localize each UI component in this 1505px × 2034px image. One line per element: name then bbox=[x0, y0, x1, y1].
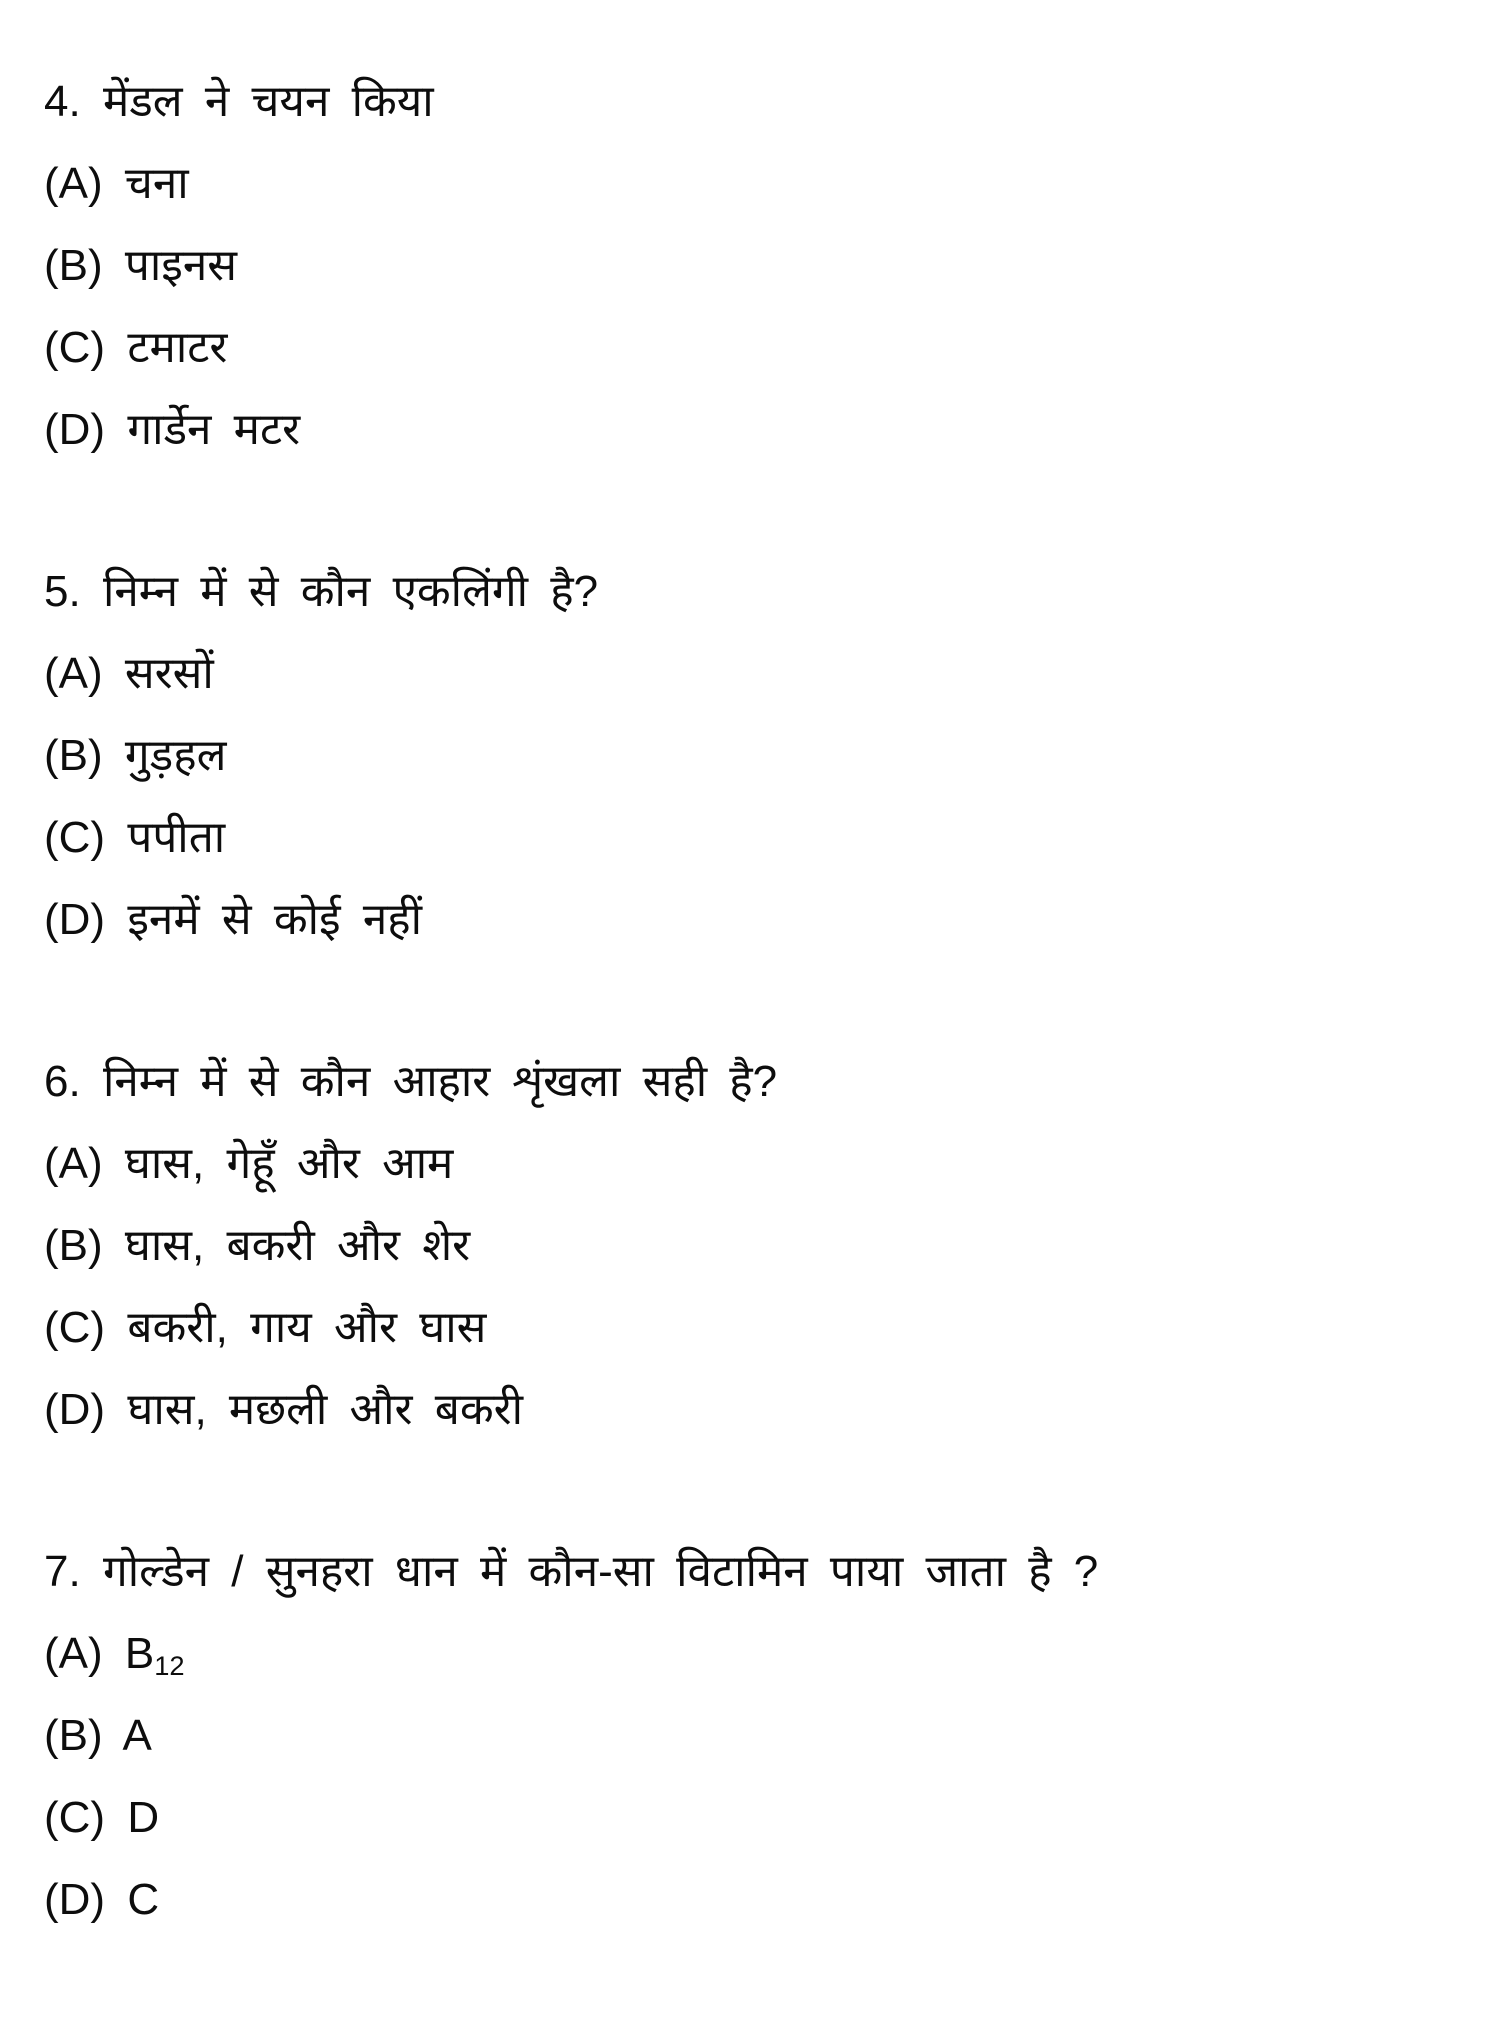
option-text: चना bbox=[124, 159, 189, 208]
option-text: D bbox=[127, 1793, 160, 1842]
option-text-subscript: 12 bbox=[154, 1649, 185, 1681]
question-line bbox=[44, 1531, 1505, 1613]
question-line bbox=[44, 1041, 1505, 1123]
option-label: (D) bbox=[44, 1385, 106, 1434]
option-text: टमाटर bbox=[127, 323, 228, 372]
option-label: (B) bbox=[44, 241, 103, 290]
option-row bbox=[44, 389, 1505, 471]
option-row bbox=[44, 633, 1505, 715]
option-text: घास, बकरी और शेर bbox=[124, 1221, 471, 1270]
option-row bbox=[44, 1695, 1505, 1777]
option-row bbox=[44, 307, 1505, 389]
option-row bbox=[44, 1369, 1505, 1451]
question-number: 5. bbox=[44, 567, 81, 616]
option-label: (A) bbox=[44, 159, 103, 208]
option-text: गुड़हल bbox=[124, 731, 227, 780]
option-row bbox=[44, 1205, 1505, 1287]
option-label: (B) bbox=[44, 731, 103, 780]
option-row bbox=[44, 1859, 1505, 1941]
option-row bbox=[44, 797, 1505, 879]
question-line bbox=[44, 551, 1505, 633]
option-label: (B) bbox=[44, 1711, 103, 1760]
option-text: A bbox=[122, 1711, 152, 1760]
question-text: निम्न में से कौन आहार शृंखला सही है? bbox=[102, 1057, 778, 1106]
option-text: इनमें से कोई नहीं bbox=[127, 895, 423, 944]
question-number: 7. bbox=[44, 1547, 81, 1596]
option-row bbox=[44, 1123, 1505, 1205]
option-text: बकरी, गाय और घास bbox=[127, 1303, 487, 1352]
option-label: (C) bbox=[44, 1793, 106, 1842]
option-row bbox=[44, 1777, 1505, 1859]
question-line bbox=[44, 61, 1505, 143]
option-text: B bbox=[124, 1629, 155, 1678]
option-text: C bbox=[127, 1875, 160, 1924]
option-row bbox=[44, 715, 1505, 797]
option-label: (C) bbox=[44, 323, 106, 372]
option-label: (D) bbox=[44, 1875, 106, 1924]
option-text: सरसों bbox=[124, 649, 214, 698]
question-block-5 bbox=[44, 551, 1505, 961]
option-text: घास, गेहूँ और आम bbox=[124, 1139, 454, 1188]
question-text: मेंडल ने चयन किया bbox=[102, 77, 434, 126]
question-block-7 bbox=[44, 1531, 1505, 1941]
question-text: निम्न में से कौन एकलिंगी है? bbox=[102, 567, 599, 616]
option-label: (C) bbox=[44, 1303, 106, 1352]
option-row bbox=[44, 143, 1505, 225]
option-row bbox=[44, 225, 1505, 307]
option-label: (C) bbox=[44, 813, 106, 862]
question-text: गोल्डेन / सुनहरा धान में कौन-सा विटामिन पाया जाता है ? bbox=[102, 1547, 1099, 1596]
question-block-4 bbox=[44, 61, 1505, 471]
option-label: (B) bbox=[44, 1221, 103, 1270]
option-label: (A) bbox=[44, 649, 103, 698]
option-label: (A) bbox=[44, 1629, 103, 1678]
option-row bbox=[44, 879, 1505, 961]
option-row bbox=[44, 1287, 1505, 1369]
option-label: (D) bbox=[44, 405, 106, 454]
option-text: गार्डेन मटर bbox=[127, 405, 301, 454]
option-row bbox=[44, 1613, 1505, 1695]
option-text: पपीता bbox=[127, 813, 226, 862]
option-text: घास, मछली और बकरी bbox=[127, 1385, 524, 1434]
option-label: (A) bbox=[44, 1139, 103, 1188]
question-number: 4. bbox=[44, 77, 81, 126]
option-label: (D) bbox=[44, 895, 106, 944]
question-number: 6. bbox=[44, 1057, 81, 1106]
question-block-6 bbox=[44, 1041, 1505, 1451]
option-text: पाइनस bbox=[124, 241, 238, 290]
